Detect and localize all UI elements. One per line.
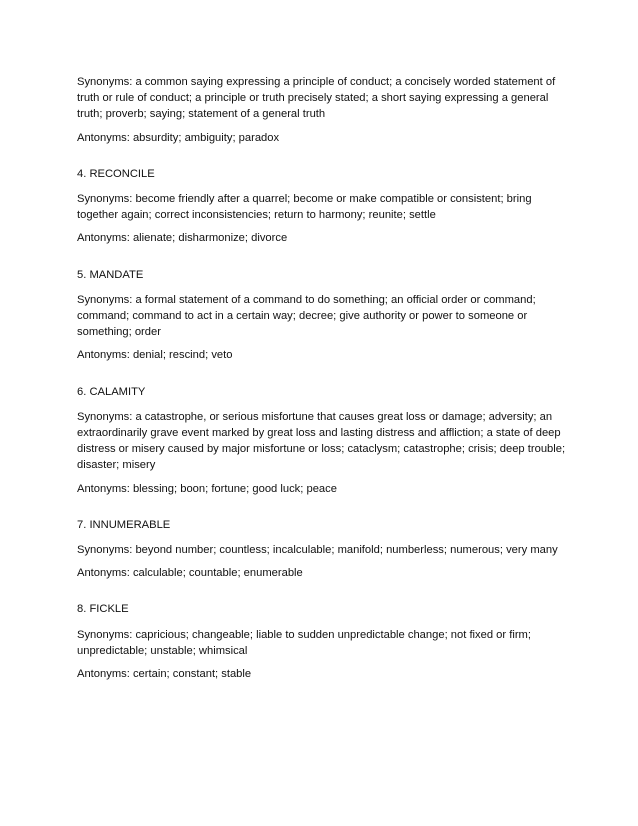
entry-antonyms: Antonyms: alienate; disharmonize; divorce — [77, 232, 288, 245]
entry-innumerable — [77, 517, 569, 582]
entry-heading: 4. RECONCILE — [77, 167, 155, 180]
entry-heading: 7. INNUMERABLE — [77, 518, 171, 531]
entry-heading: 5. MANDATE — [77, 268, 144, 281]
intro-synonyms: Synonyms: a common saying expressing a principle of conduct; a concisely worded statement of truth or rule of conduct; a principle or truth precisely stated; a short saying expressing a general truth; proverb; saying; statement of a general truth — [77, 76, 556, 121]
entry-antonyms: Antonyms: denial; rescind; veto — [77, 349, 233, 362]
entry-antonyms: Antonyms: certain; constant; stable — [77, 668, 252, 681]
entry-fickle — [77, 601, 569, 682]
entry-mandate — [77, 267, 569, 364]
entry-calamity — [77, 384, 569, 497]
entry-heading: 8. FICKLE — [77, 603, 129, 616]
intro-antonyms: Antonyms: absurdity; ambiguity; paradox — [77, 131, 280, 144]
entry-synonyms: Synonyms: a formal statement of a command to do something; an official order or command; command; command to act in a certain way; decree; give authority or power to someone or something; order — [77, 293, 536, 339]
entry-synonyms: Synonyms: a catastrophe, or serious misfortune that causes great loss or damage; adversity; an extraordinarily grave event marked by great loss and lasting distress and affliction; a state of deep distress or misery caused by major misfortune or loss; cataclysm; catastrophe; crisis; deep trouble; disaster; misery — [77, 410, 566, 472]
document-body — [77, 74, 569, 689]
entry-reconcile — [77, 166, 569, 247]
entry-synonyms: Synonyms: beyond number; countless; incalculable; manifold; numberless; numerous; very many — [77, 544, 558, 557]
entry-antonyms: Antonyms: calculable; countable; enumerable — [77, 567, 303, 580]
entry-antonyms: Antonyms: blessing; boon; fortune; good luck; peace — [77, 482, 337, 495]
entry-heading: 6. CALAMITY — [77, 385, 146, 398]
entry-synonyms: Synonyms: capricious; changeable; liable to sudden unpredictable change; not fixed or firm; unpredictable; unstable; whimsical — [77, 628, 531, 657]
entry-synonyms: Synonyms: become friendly after a quarrel; become or make compatible or consistent; bring together again; correct inconsistencies; return to harmony; reunite; settle — [77, 193, 532, 222]
